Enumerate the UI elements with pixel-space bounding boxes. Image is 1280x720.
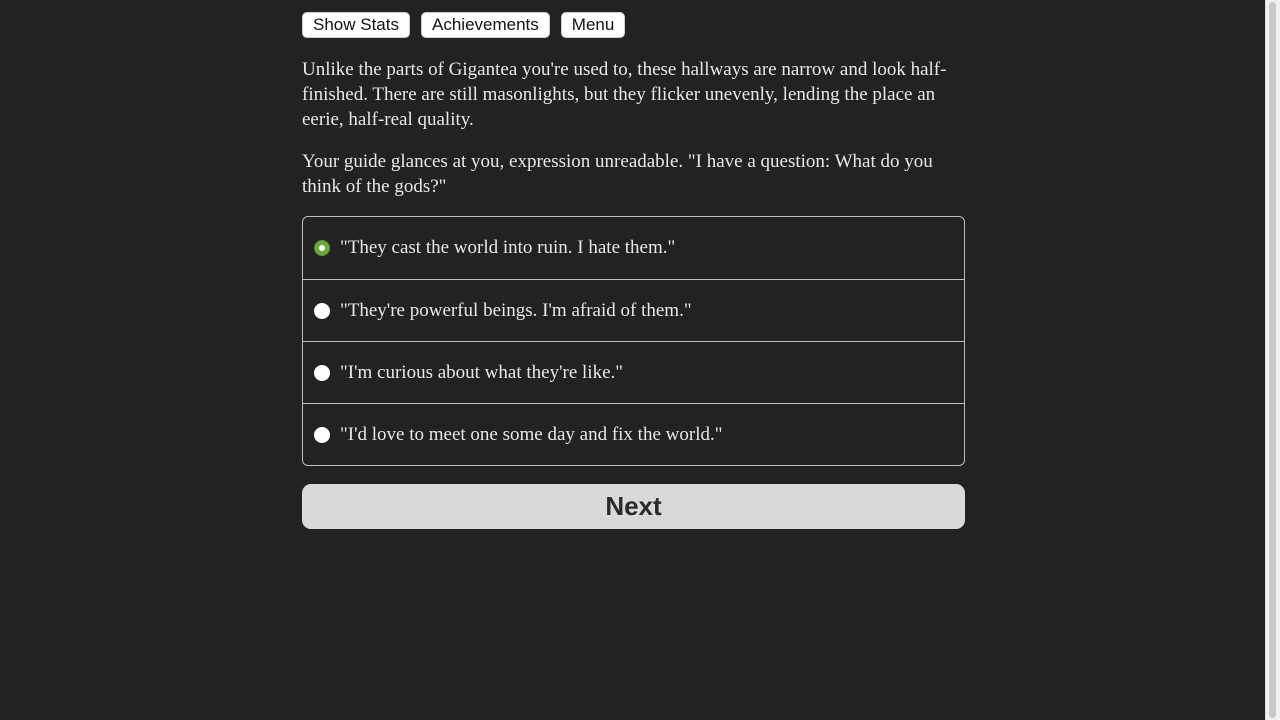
scrollbar-thumb[interactable] bbox=[1269, 2, 1276, 718]
next-button[interactable]: Next bbox=[302, 484, 965, 529]
radio-selected-icon[interactable] bbox=[314, 240, 330, 256]
choice-list bbox=[302, 216, 965, 466]
game-container bbox=[302, 12, 965, 529]
radio-unselected-icon[interactable] bbox=[314, 365, 330, 381]
menu-button[interactable]: Menu bbox=[561, 12, 626, 38]
story-paragraph: Your guide glances at you, expression unreadable. "I have a question: What do you think of the gods?" bbox=[302, 151, 933, 197]
show-stats-button[interactable]: Show Stats bbox=[302, 12, 410, 38]
toolbar bbox=[302, 12, 965, 38]
choice-label: "They're powerful beings. I'm afraid of them." bbox=[340, 299, 692, 321]
vertical-scrollbar[interactable] bbox=[1265, 0, 1280, 720]
choice-option-afraid[interactable] bbox=[303, 279, 964, 341]
radio-unselected-icon[interactable] bbox=[314, 427, 330, 443]
choice-label: "They cast the world into ruin. I hate them." bbox=[340, 237, 676, 258]
choice-option-hate[interactable] bbox=[303, 217, 964, 279]
story-paragraph: Unlike the parts of Gigantea you're used to, these hallways are narrow and look half-finished. There are still masonlights, but they flicker unevenly, lending the place an eerie, half-real quality. bbox=[302, 59, 947, 130]
choice-label: "I'm curious about what they're like." bbox=[340, 361, 624, 383]
choice-option-fix-world[interactable] bbox=[303, 403, 964, 465]
choice-label: "I'd love to meet one some day and fix the world." bbox=[340, 423, 723, 445]
achievements-button[interactable]: Achievements bbox=[421, 12, 550, 38]
radio-unselected-icon[interactable] bbox=[314, 303, 330, 319]
choice-option-curious[interactable] bbox=[303, 341, 964, 403]
